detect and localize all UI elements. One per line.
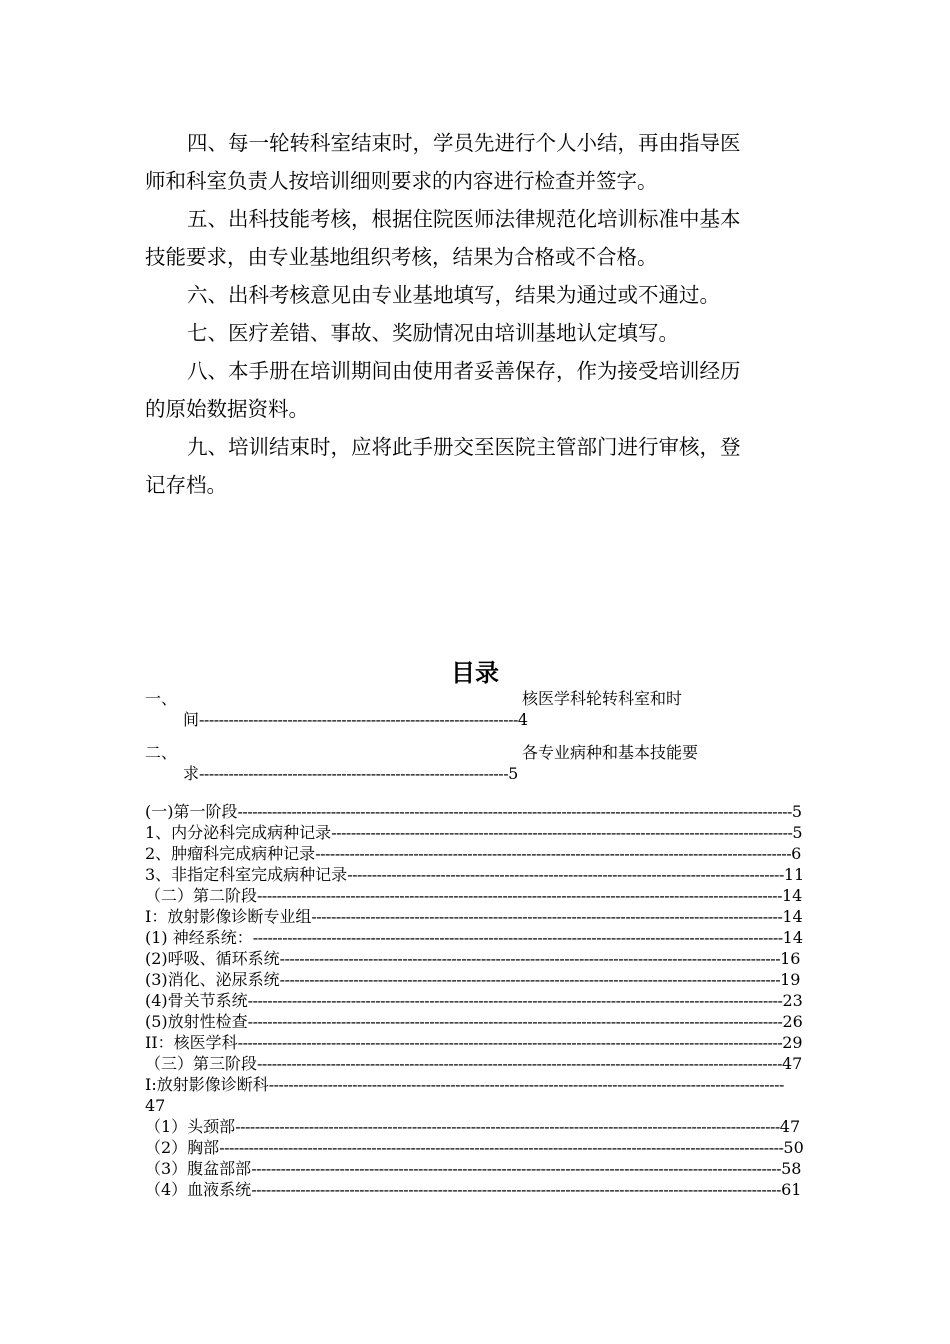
toc-leader: ----------------------------------------------------------------------------------------- <box>347 865 784 884</box>
toc-page-number: 19 <box>780 970 801 989</box>
toc-page-number: 26 <box>782 1012 803 1031</box>
text-line: 技能要求，由专业基地组织考核，结果为合格或不合格。 <box>145 245 658 269</box>
toc-entry-continued[interactable] <box>183 763 518 784</box>
toc-entry-label: 3、非指定科室完成病种记录 <box>145 865 348 884</box>
toc-page-number: 6 <box>791 844 802 863</box>
toc-page-number: 47 <box>779 1117 801 1136</box>
toc-leader: ------------------------------------------------------------------------------------------------------------ <box>252 928 783 947</box>
text-line: 七、医疗差错、事故、奖励情况由培训基地认定填写。 <box>187 321 679 345</box>
text-line: 记存档。 <box>145 473 227 497</box>
toc-entry-text-cont: 求 <box>183 764 200 783</box>
toc-leader: ------------------------------------------------------------------------------------------------------------- <box>247 991 783 1010</box>
toc-entry[interactable] <box>145 801 802 822</box>
paragraph-5 <box>145 200 795 276</box>
toc-page-number: 58 <box>781 1159 802 1178</box>
toc-page-number: 5 <box>791 802 803 821</box>
toc-page-number: 14 <box>782 907 803 926</box>
toc-leader: ---------------------------------------------------------------------------------------------- <box>331 823 793 842</box>
toc-entry[interactable] <box>145 1158 801 1179</box>
toc-entry[interactable] <box>145 1137 804 1158</box>
toc-entry-label: 2、肿瘤科完成病种记录 <box>145 844 316 863</box>
toc-entry-label: I：放射影像诊断专业组 <box>145 907 312 926</box>
toc-entry[interactable] <box>145 822 803 843</box>
toc-page-number: 4 <box>517 710 529 729</box>
toc-entry[interactable] <box>145 1179 801 1200</box>
toc-leader: ------------------------------------------------------------------------------------------------------ <box>279 970 781 989</box>
toc-entry-label: II：核医学科 <box>145 1033 238 1052</box>
toc-page-number: 5 <box>508 764 519 783</box>
toc-leader: ------------------------------------------------------------------------------------------------------ <box>279 949 781 968</box>
toc-leader: ----------------------------------------------------------------------------------------------------------------- <box>237 802 792 821</box>
toc-leader: ------------------------------------------------------------------------------------------------------------ <box>251 1180 782 1199</box>
toc-leader: ----------------------------------------------------------------------------------------------------------- <box>257 1054 782 1073</box>
toc-entry[interactable] <box>145 1053 802 1074</box>
toc-entry-label: （三）第三阶段 <box>145 1054 258 1073</box>
toc-entry-label: （3）腹盆部部 <box>145 1159 252 1178</box>
toc-entry[interactable] <box>145 927 803 948</box>
toc-entry-label: 1、内分泌科完成病种记录 <box>145 823 332 842</box>
toc-leader: ------------------------------------------------------------------------------------------------------------------- <box>219 1138 784 1157</box>
toc-entry[interactable] <box>145 906 803 927</box>
text-line: 的原始数据资料。 <box>145 397 309 421</box>
toc-leader: ----------------------------------------------------------------------------------------------------------- <box>257 886 782 905</box>
paragraph-4 <box>145 124 795 200</box>
text-line: 五、出科技能考核，根据住院医师法律规范化培训标准中基本 <box>187 207 741 231</box>
toc-page-number: 14 <box>781 886 803 905</box>
toc-entry-text[interactable]: 各专业病种和基本技能要 <box>522 743 699 762</box>
toc-leader: --------------------------------------------------------------------------------------------------------- <box>268 1075 784 1094</box>
toc-title: 目录 <box>451 659 499 687</box>
toc-leader: ------------------------------------------------------------------------------------------------------------- <box>247 1012 783 1031</box>
toc-page-number: 11 <box>783 865 805 884</box>
paragraph-9 <box>145 428 795 504</box>
toc-entry[interactable] <box>145 1011 803 1032</box>
toc-entry-label: (4)骨关节系统 <box>145 991 248 1010</box>
toc-page-number: 5 <box>792 823 803 842</box>
toc-page-number: 29 <box>782 1033 803 1052</box>
toc-entry-label: (5)放射性检查 <box>145 1012 248 1031</box>
toc-leader: ------------------------------------------------------------------------------------------------------------ <box>251 1159 782 1178</box>
paragraph-7 <box>145 314 795 352</box>
toc-entry[interactable] <box>145 864 804 885</box>
text-line: 师和科室负责人按培训细则要求的内容进行检查并签字。 <box>145 169 658 193</box>
toc-page-number: 47 <box>781 1054 803 1073</box>
toc-entry-continued[interactable] <box>183 709 528 730</box>
toc-entry-label: (3)消化、泌尿系统 <box>145 970 280 989</box>
paragraph-8 <box>145 352 795 428</box>
toc-entry-label: （4）血液系统 <box>145 1180 252 1199</box>
text-line: 八、本手册在培训期间由使用者妥善保存，作为接受培训经历 <box>187 359 741 383</box>
toc-leader: ------------------------------------------------------------------------------------------------- <box>315 844 792 863</box>
toc-page-number: 14 <box>782 928 803 947</box>
toc-entry-label: （2）胸部 <box>145 1138 220 1157</box>
toc-leader: ------------------------------------------------------------------------------------------------ <box>311 907 783 926</box>
text-line: 四、每一轮转科室结束时，学员先进行个人小结，再由指导医 <box>187 131 741 155</box>
toc-entry-text-cont: 间 <box>183 710 200 729</box>
toc-entry[interactable] <box>145 1032 803 1053</box>
toc-entry-number: 一、 <box>145 689 178 708</box>
toc-entry[interactable] <box>145 990 803 1011</box>
toc-entry-label: （1）头颈部 <box>145 1117 236 1136</box>
paragraph-6 <box>145 276 795 314</box>
toc-leader: --------------------------------------------------------------------------------------------------------------- <box>237 1033 783 1052</box>
toc-leader: ----------------------------------------------------------------- <box>199 710 518 729</box>
toc-page-number: 61 <box>781 1180 802 1199</box>
toc-entry[interactable] <box>145 1074 784 1095</box>
toc-entry-label: (1) 神经系统： <box>145 928 253 947</box>
toc-entry-text[interactable]: 核医学科轮转科室和时 <box>522 689 683 708</box>
toc-page-number: 50 <box>783 1138 804 1157</box>
toc-entry[interactable] <box>145 885 802 906</box>
toc-leader: --------------------------------------------------------------------------------------------------------------- <box>235 1117 780 1136</box>
toc-page-number: 47 <box>145 1096 166 1115</box>
toc-page-number: 23 <box>782 991 803 1010</box>
toc-entry-label: I:放射影像诊断科 <box>145 1075 269 1094</box>
toc-entry[interactable] <box>145 1116 800 1137</box>
toc-entry-page-wrap <box>145 1095 165 1116</box>
toc-entry[interactable] <box>145 948 800 969</box>
toc-entry-label: （二）第二阶段 <box>145 886 258 905</box>
toc-leader: --------------------------------------------------------------- <box>199 764 509 783</box>
toc-entry-label: (2)呼吸、循环系统 <box>145 949 280 968</box>
toc-entry[interactable] <box>145 843 801 864</box>
toc-entry[interactable] <box>145 969 800 990</box>
toc-entry-label: (一)第一阶段 <box>145 802 238 821</box>
text-line: 九、培训结束时，应将此手册交至医院主管部门进行审核，登 <box>187 435 741 459</box>
toc-entry-number: 二、 <box>145 743 178 762</box>
toc-page-number: 16 <box>780 949 801 968</box>
text-line: 六、出科考核意见由专业基地填写，结果为通过或不通过。 <box>187 283 720 307</box>
